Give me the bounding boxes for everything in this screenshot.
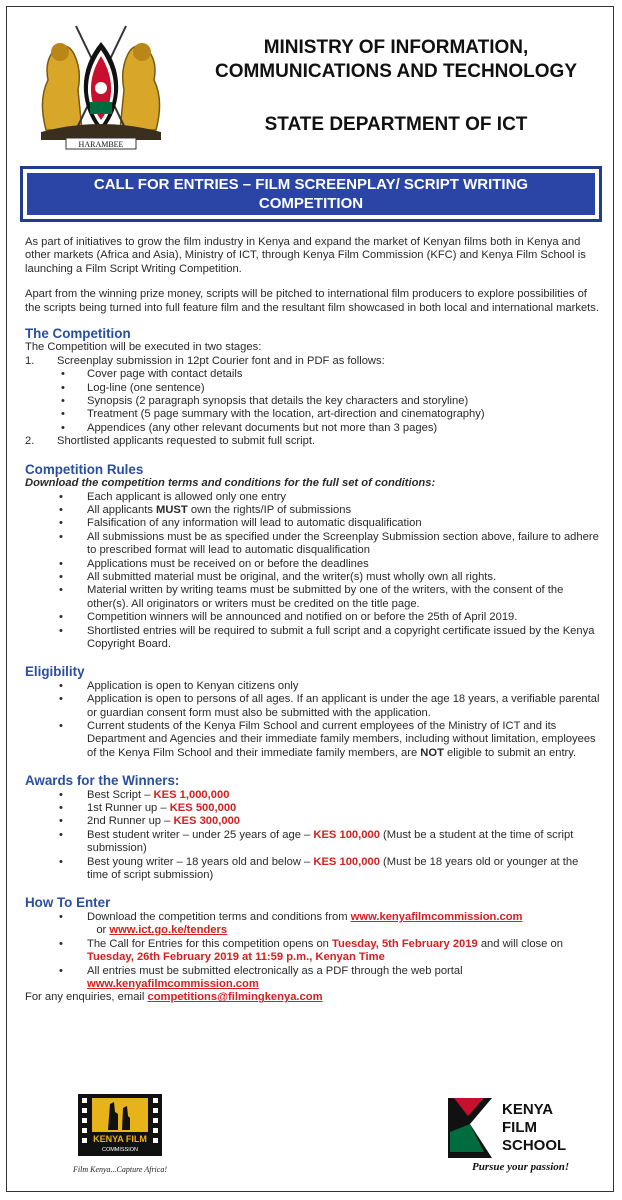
section-heading-awards: Awards for the Winners: [25,773,180,789]
list-item: • Each applicant is allowed only one entry [25,491,601,504]
list-item [25,965,601,992]
list-item: • Log-line (one sentence) [57,382,601,395]
ict-tenders-link[interactable]: www.ict.go.ke/tenders [109,924,228,937]
emphasis: MUST [156,503,188,516]
kfc-tagline: Film Kenya...Capture Africa! [73,1165,167,1174]
list-item [25,504,601,517]
open-date: Tuesday, 5th February 2019 [332,937,478,950]
award-label: Best Script – [87,788,154,801]
text-run: and will close on [477,937,563,950]
list-item: • Falsification of any information will lead to automatic disqualification [25,517,601,530]
list-item: • Application is open to persons of all ages. If an applicant is under the age 18 years, a verifiable parental or guardian consent form must also be submitted with the application. [25,693,601,720]
list-item: • Application is open to Kenyan citizens only [25,680,601,693]
kenya-film-commission-logo [60,1090,180,1180]
list-item: • Treatment (5 page summary with the location, art-direction and cinematography) [57,408,601,421]
award-item [25,789,601,802]
section-heading-rules: Competition Rules [25,461,144,477]
text-run: For any enquiries, email [25,991,148,1004]
text-run: The Call for Entries for this competition opens on [87,937,332,950]
kenya-film-school-logo [440,1092,590,1177]
enquiries-email-link[interactable]: competitions@filmingkenya.com [147,991,323,1004]
kfc-name: KENYA FILM [93,1134,147,1144]
how-list [25,911,601,991]
award-label: Best young writer – 18 years old and below – [87,855,314,868]
text-run: eligible to submit an entry. [443,746,577,759]
rules-list [25,491,601,652]
list-item: • Material written by writing teams must be submitted by one of the writers, with the consent of the other(s). All originators or writers must be credited on the title page. [25,584,601,611]
list-item: • Applications must be received on or before the deadlines [25,558,601,571]
kfs-line1: KENYA [502,1101,554,1118]
text-run: All entries must be submitted electronically as a PDF through the web portal [87,964,463,977]
award-item [25,829,601,856]
award-amount: KES 1,000,000 [153,788,230,801]
stage-list [25,355,601,449]
stage-text: Screenplay submission in 12pt Courier font and in PDF as follows: [57,354,385,367]
kfc-website-link[interactable]: www.kenyafilmcommission.com [350,910,523,923]
list-item [25,720,601,760]
section-heading-how-to-enter: How To Enter [25,895,111,911]
list-item [25,938,601,965]
stage1-sublist [57,368,601,435]
submission-portal-link[interactable]: www.kenyafilmcommission.com [87,977,259,990]
section-heading-eligibility: Eligibility [25,664,85,680]
eligibility-list [25,680,601,760]
award-amount: KES 100,000 [313,855,380,868]
crest-motto: HARAMBEE [78,140,124,149]
close-date: Tuesday, 26th February 2019 at 11:59 p.m., Kenyan Time [87,951,385,964]
section-heading-competition: The Competition [25,326,131,342]
award-amount: KES 300,000 [173,815,241,828]
list-item: • Appendices (any other relevant documents but not more than 3 pages) [57,422,601,435]
list-item: • Shortlisted entries will be required to submit a full script and a copyright certificate issued by the Kenya Copyright Board. [25,625,601,652]
kfs-line2: FILM [502,1119,537,1136]
stage-item [25,355,601,435]
text-run: Download the competition terms and conditions from [87,910,351,923]
list-item: • All submitted material must be original, and the writer(s) must wholly own all rights. [25,571,601,584]
kfs-line3: SCHOOL [502,1137,567,1154]
title-banner [20,166,602,222]
list-item: • Competition winners will be announced and notified on or before the 25th of April 2019. [25,611,601,624]
awards-list [25,789,601,883]
award-label: Best student writer – under 25 years of age – [87,828,314,841]
award-amount: KES 100,000 [313,828,380,841]
intro-paragraph: As part of initiatives to grow the film industry in Kenya and expand the market of Kenyan films both in Kenya and other markets (Africa and Asia), Ministry of ICT, through Kenya Film Commission (KFC) and Kenya Film School is launching a Film Script Writing Competition. [25,236,586,275]
stage-item [25,435,601,448]
kfc-sub: COMMISSION [101,1147,139,1153]
text-run: All applicants [87,503,157,516]
award-item [25,815,601,828]
main-content [25,236,601,1017]
text-run: or [87,924,110,937]
banner-title: CALL FOR ENTRIES – FILM SCREENPLAY/ SCRIPT WRITING COMPETITION [93,176,529,212]
list-item: • All submissions must be as specified under the Screenplay Submission section above, failure to adhere to prescribed format will lead to automatic disqualification [25,531,601,558]
award-amount: KES 500,000 [169,802,237,815]
text-run: own the rights/IP of submissions [187,503,352,516]
award-note: (Must be 18 years old or younger at the time of script submission) [87,855,579,882]
text-run: Current students of the Kenya Film School and current employees of the Ministry of ICT and its Department and Agencies and their immediate family members, including without limitation, employees of the Kenya Film School and their immediate family members, are [87,720,596,759]
stage-text: Shortlisted applicants requested to submit full script. [57,435,316,448]
header [20,16,602,156]
competition-lead: The Competition will be executed in two stages: [25,341,262,354]
list-item [25,911,601,938]
enquiries-line [25,991,601,1004]
award-item [25,802,601,815]
stage-number: 2. [25,435,35,448]
intro-paragraph: Apart from the winning prize money, scripts will be pitched to international film producers to explore possibilities of the scripts being turned into full feature film and the resultant film showcased in both local and international markets. [25,288,599,314]
ministry-name: MINISTRY OF INFORMATION, COMMUNICATIONS AND TECHNOLOGY [214,37,578,82]
list-item: • Synopsis (2 paragraph synopsis that details the key characters and storyline) [57,395,601,408]
award-label: 1st Runner up – [87,802,170,815]
award-item [25,856,601,883]
list-item: • Cover page with contact details [57,368,601,381]
award-label: 2nd Runner up – [87,815,174,828]
rules-subheading: Download the competition terms and conditions for the full set of conditions: [25,477,436,490]
department-name: STATE DEPARTMENT OF ICT [264,114,528,135]
coat-of-arms-icon [26,20,176,154]
kfs-tagline: Pursue your passion! [472,1161,570,1173]
stage-number: 1. [25,354,35,367]
award-note: (Must be a student at the time of script submission) [87,828,574,855]
emphasis: NOT [420,746,444,759]
